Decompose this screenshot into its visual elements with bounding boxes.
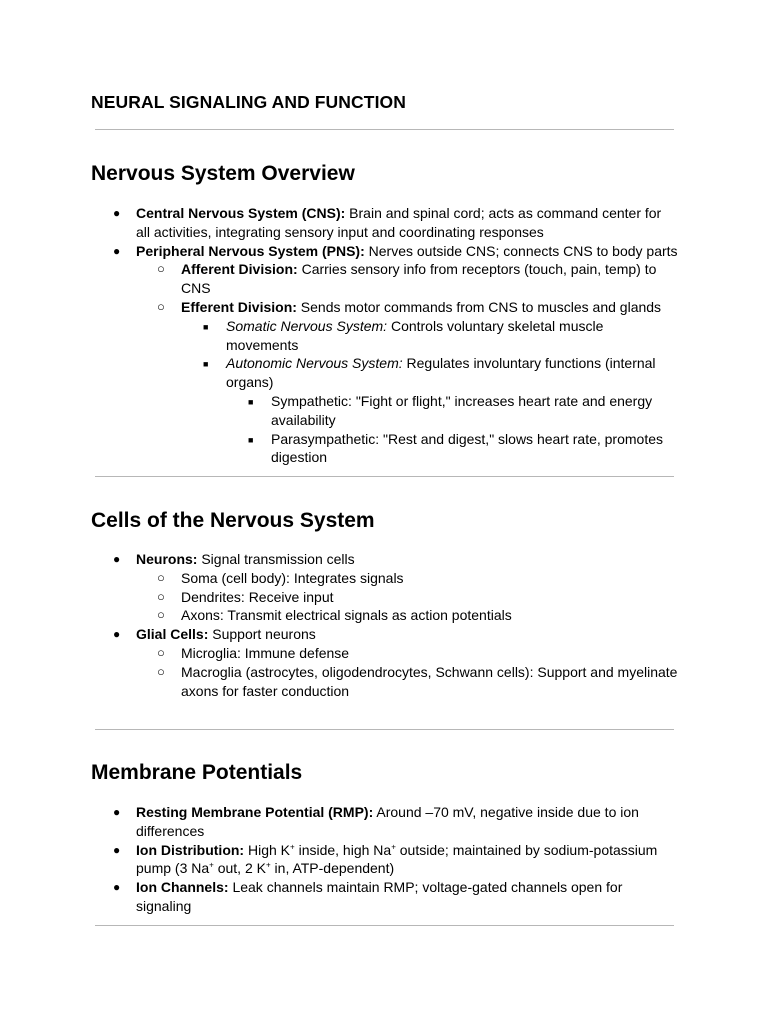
disc-bullet-icon: ● — [113, 552, 121, 566]
list-item-ion-distribution — [0, 841, 768, 879]
term-label: Efferent Division: — [181, 298, 297, 315]
square-bullet-icon: ■ — [248, 396, 254, 407]
list-item-neurons — [0, 550, 768, 569]
item-text: Regulates involuntary functions (internal organs) — [226, 355, 656, 391]
item-text: Macroglia (astrocytes, oligodendrocytes, Schwann cells): Support and myelinate axons for faster conduction — [181, 663, 678, 699]
item-text: Carries sensory info from receptors (touch, pain, temp) to CNS — [181, 261, 657, 297]
list-item-soma — [0, 569, 768, 588]
list-item-afferent — [0, 260, 768, 298]
term-label: Neurons: — [136, 551, 198, 567]
disc-bullet-icon: ● — [113, 880, 121, 895]
item-text: Brain and spinal cord; acts as command center for all activities, integrating sensory input and coordinating responses — [136, 205, 662, 240]
circle-bullet-icon: ○ — [157, 607, 165, 623]
horizontal-divider — [95, 925, 674, 926]
disc-bullet-icon: ● — [113, 243, 121, 258]
item-text: out, 2 K — [213, 860, 266, 877]
circle-bullet-icon: ○ — [157, 298, 165, 314]
list-item-ion-channels — [0, 878, 768, 916]
square-bullet-icon: ■ — [203, 359, 209, 370]
disc-bullet-icon: ● — [113, 842, 121, 857]
term-label: Somatic Nervous System: — [226, 317, 388, 334]
list-item-microglia — [0, 644, 768, 663]
term-label: Ion Channels: — [136, 879, 229, 896]
disc-bullet-icon: ● — [113, 206, 121, 220]
item-text: Sympathetic: "Fight or flight," increases heart rate and energy availability — [271, 392, 653, 428]
item-text: Parasympathetic: "Rest and digest," slows heart rate, promotes digestion — [271, 430, 664, 466]
item-text: High K — [244, 841, 291, 858]
horizontal-divider — [95, 729, 674, 730]
superscript-plus: + — [265, 860, 271, 870]
item-text: Sends motor commands from CNS to muscles and glands — [296, 298, 662, 315]
list-item-dendrites — [0, 588, 768, 607]
superscript-plus: + — [209, 860, 214, 870]
section-heading-membrane: Membrane Potentials — [91, 761, 303, 784]
list-item-autonomic — [0, 354, 768, 392]
list-item-efferent — [0, 298, 768, 317]
horizontal-divider — [95, 129, 674, 130]
list-item-axons — [0, 606, 768, 625]
item-text: Microglia: Immune defense — [181, 644, 350, 661]
term-label: Afferent Division: — [181, 261, 298, 278]
horizontal-divider — [95, 476, 674, 477]
overview-list — [0, 204, 768, 467]
term-label: Ion Distribution: — [136, 841, 245, 858]
list-item-somatic — [0, 317, 768, 355]
term-label: Autonomic Nervous System: — [226, 355, 403, 372]
item-text: in, ATP-dependent) — [270, 860, 395, 877]
square-bullet-icon: ■ — [248, 434, 254, 445]
cells-list — [0, 550, 768, 700]
item-text: Support neurons — [208, 626, 316, 643]
list-item-sympathetic — [0, 392, 768, 430]
circle-bullet-icon: ○ — [157, 569, 165, 585]
item-text: Nerves outside CNS; connects CNS to body parts — [364, 242, 678, 259]
item-text: Leak channels maintain RMP; voltage-gated channels open for signaling — [136, 879, 623, 914]
list-item-macroglia — [0, 663, 768, 701]
superscript-plus: + — [290, 841, 295, 851]
item-text: Soma (cell body): Integrates signals — [181, 569, 404, 586]
superscript-plus: + — [391, 841, 396, 851]
item-text: Dendrites: Receive input — [181, 588, 334, 605]
list-item-glial — [0, 625, 768, 644]
list-item-parasympathetic — [0, 430, 768, 468]
item-text: inside, high Na — [294, 841, 392, 858]
item-text: outside; maintained by sodium-potassium pump (3 Na — [136, 841, 658, 877]
membrane-list — [0, 803, 768, 916]
circle-bullet-icon: ○ — [157, 663, 165, 679]
circle-bullet-icon: ○ — [157, 261, 165, 277]
disc-bullet-icon: ● — [113, 627, 121, 642]
item-text: Signal transmission cells — [197, 551, 355, 567]
section-heading-overview: Nervous System Overview — [91, 162, 355, 185]
square-bullet-icon: ■ — [203, 321, 209, 332]
term-label: Central Nervous System (CNS): — [136, 205, 346, 221]
circle-bullet-icon: ○ — [157, 644, 165, 660]
disc-bullet-icon: ● — [113, 805, 121, 819]
term-label: Resting Membrane Potential (RMP): — [136, 804, 374, 820]
item-text: Controls voluntary skeletal muscle movements — [226, 317, 604, 353]
term-label: Glial Cells: — [136, 626, 209, 643]
document-title: NEURAL SIGNALING AND FUNCTION — [91, 92, 406, 112]
list-item-rmp — [0, 803, 768, 841]
section-heading-cells: Cells of the Nervous System — [91, 509, 375, 532]
circle-bullet-icon: ○ — [157, 588, 165, 604]
item-text: Axons: Transmit electrical signals as action potentials — [181, 607, 512, 624]
list-item-pns — [0, 242, 768, 261]
list-item-cns — [0, 204, 768, 242]
term-label: Peripheral Nervous System (PNS): — [136, 242, 365, 259]
item-text: Around –70 mV, negative inside due to ion differences — [136, 804, 639, 839]
